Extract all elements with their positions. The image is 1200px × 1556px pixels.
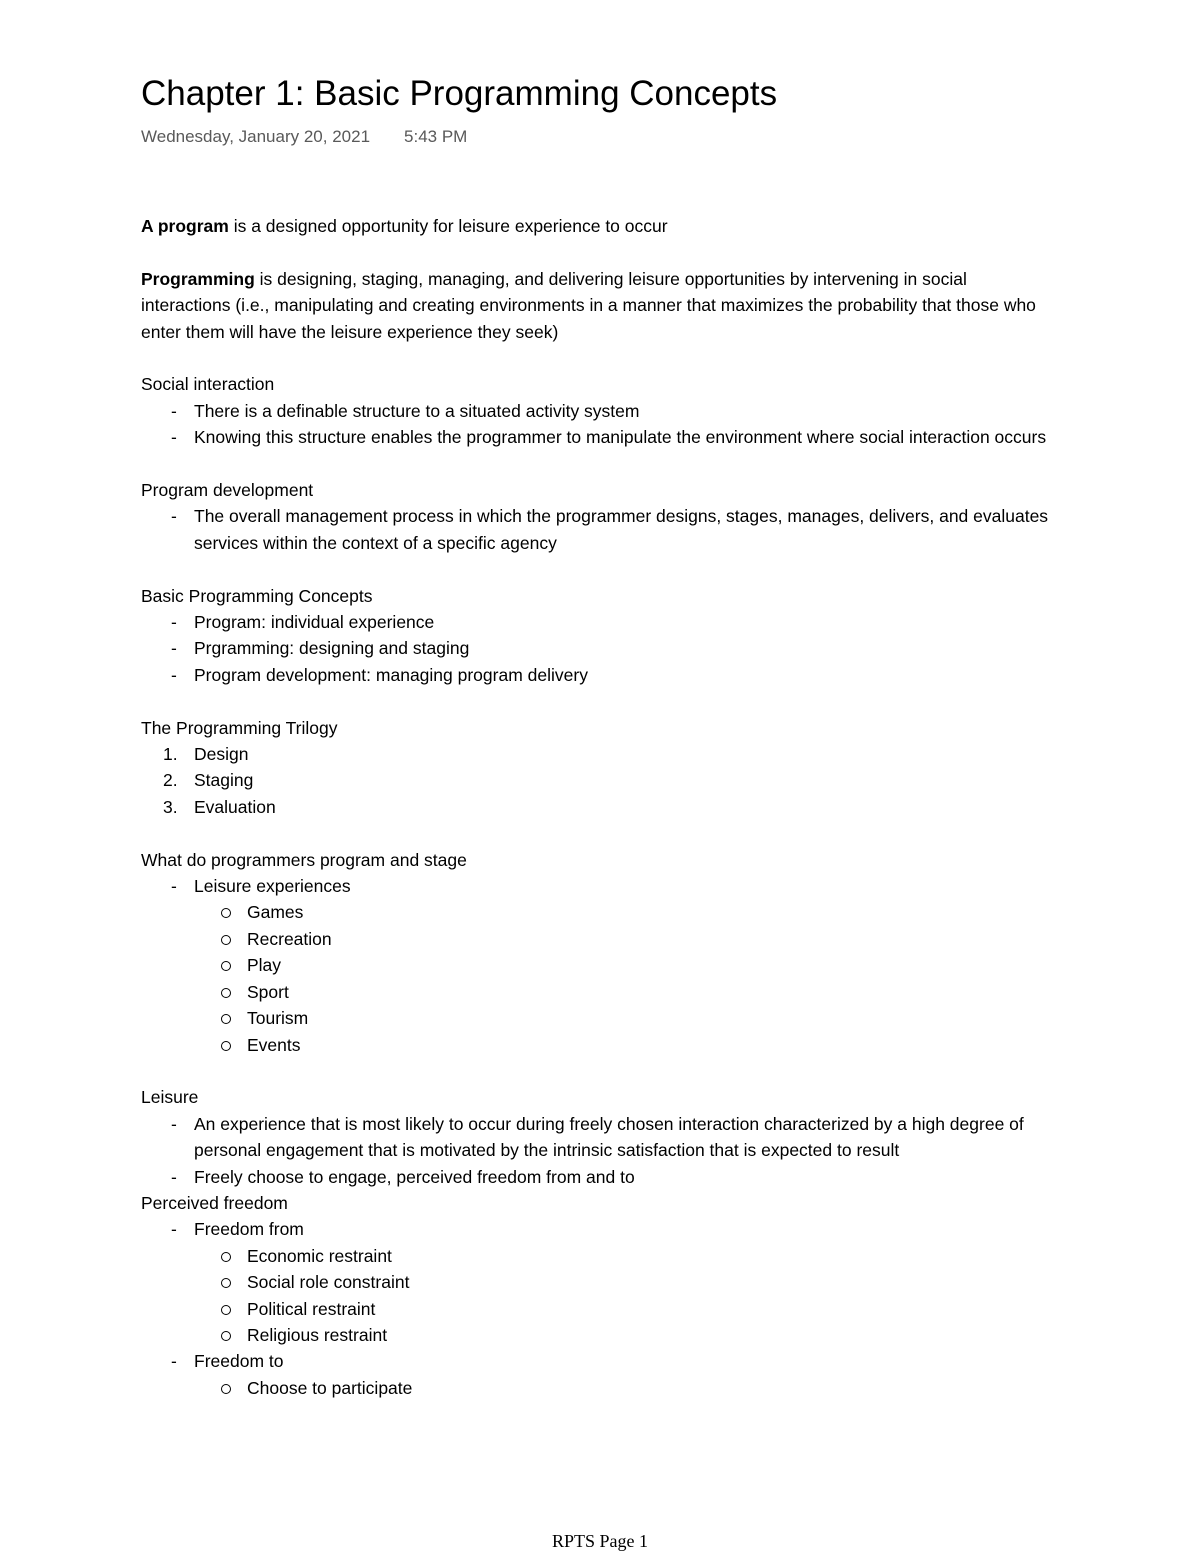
list-item: - Prgramming: designing and staging — [141, 635, 1061, 661]
page-title: Chapter 1: Basic Programming Concepts — [141, 74, 778, 113]
list-item: - Knowing this structure enables the programmer to manipulate the environment where social interaction occurs — [141, 424, 1061, 450]
list-item: - Program development: managing program delivery — [141, 662, 1061, 688]
list-item: - The overall management process in which the programmer designs, stages, manages, delivers, and evaluates services within the context of a specific agency — [141, 503, 1061, 556]
dash-bullet: - — [171, 664, 177, 685]
sub-list-item: Events — [141, 1032, 1061, 1058]
section-heading-leisure: Leisure — [141, 1087, 199, 1108]
list-item: 3. Evaluation — [141, 794, 1061, 820]
list-item: - Freedom to — [141, 1348, 1061, 1374]
leisure-list — [141, 1111, 1061, 1190]
what-program-list — [141, 873, 1061, 899]
section-heading-what-program: What do programmers program and stage — [141, 849, 467, 870]
section-heading-basic-concepts: Basic Programming Concepts — [141, 585, 373, 606]
list-number: 1. — [163, 744, 178, 765]
trilogy-list — [141, 741, 1061, 820]
definition-programming — [141, 266, 1061, 345]
list-item: - Program: individual experience — [141, 609, 1061, 635]
circle-bullet-icon — [221, 961, 231, 971]
list-item: - An experience that is most likely to occur during freely chosen interaction characterized by a high degree of personal engagement that is motivated by the intrinsic satisfaction that is expected to result — [141, 1111, 1061, 1164]
note-body — [141, 213, 1061, 1401]
definition-program-text: is a designed opportunity for leisure experience to occur — [228, 216, 668, 236]
page-footer: RPTS Page 1 — [551, 1531, 648, 1551]
definition-programming-text: is designing, staging, managing, and delivering leisure opportunities by intervening in social interactions (i.e., manipulating and creating environments in a manner that maximizes the probability that those who enter them will have the leisure experience they seek) — [141, 268, 1036, 342]
circle-bullet-icon — [221, 1278, 231, 1288]
note-metadata — [141, 127, 467, 147]
program-development-list — [141, 503, 1061, 556]
list-number: 2. — [163, 770, 178, 791]
circle-bullet-icon — [221, 1384, 231, 1394]
freedom-from-list — [141, 1216, 1061, 1242]
circle-bullet-icon — [221, 1014, 231, 1024]
term-programming: Programming — [141, 268, 255, 289]
sub-list-item: Play — [141, 952, 1061, 978]
circle-bullet-icon — [221, 1331, 231, 1341]
freedom-to-sublist — [141, 1375, 1061, 1401]
section-heading-perceived-freedom: Perceived freedom — [141, 1192, 288, 1213]
circle-bullet-icon — [221, 935, 231, 945]
dash-bullet: - — [171, 400, 177, 421]
term-program: A program — [141, 216, 229, 236]
sub-list-item: Social role constraint — [141, 1269, 1061, 1295]
list-item: 2. Staging — [141, 767, 1061, 793]
sub-list-item: Tourism — [141, 1005, 1061, 1031]
definition-program — [141, 213, 1061, 239]
circle-bullet-icon — [221, 1252, 231, 1262]
section-heading-program-development: Program development — [141, 480, 314, 501]
dash-bullet: - — [171, 1219, 177, 1240]
sub-list-item: Religious restraint — [141, 1322, 1061, 1348]
circle-bullet-icon — [221, 1305, 231, 1315]
note-date: Wednesday, January 20, 2021 — [141, 127, 371, 146]
sub-list-item: Games — [141, 899, 1061, 925]
sub-list-item: Recreation — [141, 926, 1061, 952]
dash-bullet: - — [171, 876, 177, 897]
sub-list-item: Sport — [141, 979, 1061, 1005]
dash-bullet: - — [171, 612, 177, 633]
list-item: - Freely choose to engage, perceived freedom from and to — [141, 1164, 1061, 1190]
sub-list-item: Economic restraint — [141, 1243, 1061, 1269]
basic-concepts-list — [141, 609, 1061, 688]
list-item: - There is a definable structure to a situated activity system — [141, 398, 1061, 424]
leisure-experiences-sublist — [141, 899, 1061, 1057]
social-interaction-list — [141, 398, 1061, 451]
sub-list-item: Choose to participate — [141, 1375, 1061, 1401]
section-heading-social-interaction: Social interaction — [141, 374, 275, 395]
dash-bullet: - — [171, 1166, 177, 1187]
note-time: 5:43 PM — [404, 127, 468, 146]
circle-bullet-icon — [221, 988, 231, 998]
list-item: - Freedom from — [141, 1216, 1061, 1242]
freedom-to-list — [141, 1348, 1061, 1374]
list-number: 3. — [163, 796, 178, 817]
sub-list-item: Political restraint — [141, 1296, 1061, 1322]
dash-bullet: - — [171, 638, 177, 659]
dash-bullet: - — [171, 506, 177, 527]
circle-bullet-icon — [221, 908, 231, 918]
freedom-from-sublist — [141, 1243, 1061, 1349]
list-item: 1. Design — [141, 741, 1061, 767]
dash-bullet: - — [171, 427, 177, 448]
list-item: - Leisure experiences — [141, 873, 1061, 899]
dash-bullet: - — [171, 1351, 177, 1372]
dash-bullet: - — [171, 1113, 177, 1134]
circle-bullet-icon — [221, 1041, 231, 1051]
section-heading-trilogy: The Programming Trilogy — [141, 717, 338, 738]
